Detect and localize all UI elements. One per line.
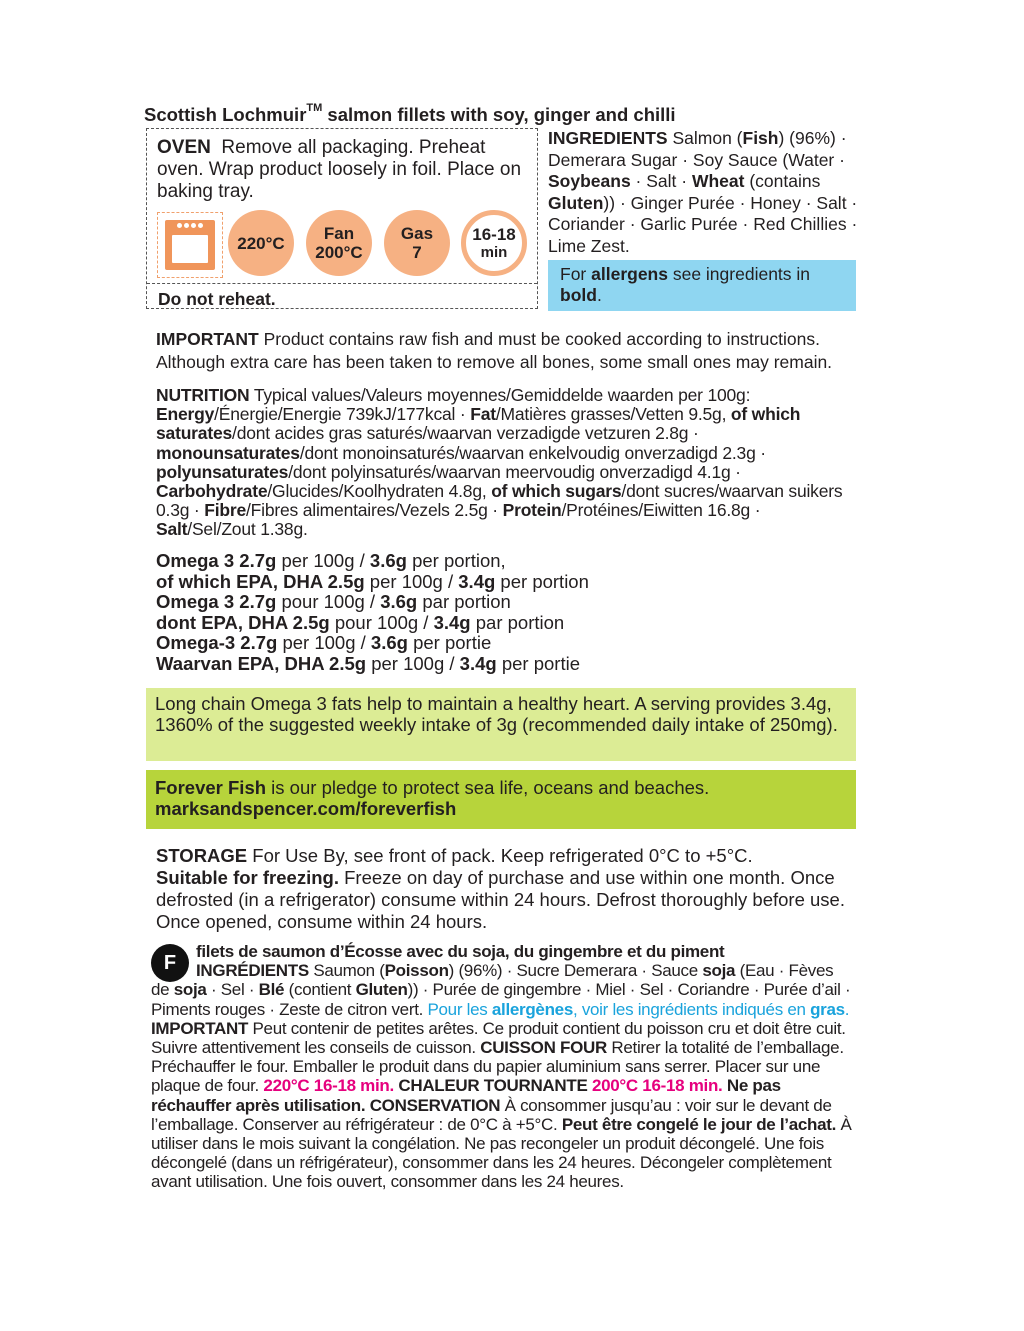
omega-line: Waarvan EPA, DHA 2.5g per 100g / 3.4g per portie [156,652,580,674]
product-title: Scottish Lochmuir™ salmon fillets with soy, ginger and chilli [144,102,676,125]
ingredients-text: INGREDIENTS Salmon (Fish) (96%) · Demerara Sugar · Soy Sauce (Water · Soybeans · Salt · Wheat (contains Gluten)) · Ginger Purée · Honey · Salt · Coriander · Garlic Purée · Red Chillies · Lime Zest. [548,128,858,256]
important-note: IMPORTANT Product contains raw fish and must be cooked according to instructions. Although extra care has been taken to remove all bones, some small ones may remain. [156,329,833,372]
oven-instructions-text: OVEN Remove all packaging. Preheat oven. Wrap product loosely in foil. Place on baking tray. [157,137,522,202]
omega-line: Omega-3 2.7g per 100g / 3.6g per portie [156,632,492,654]
omega-line: dont EPA, DHA 2.5g pour 100g / 3.4g par portion [156,611,565,633]
french-language-badge: F [151,944,189,982]
oven-icon-knob [184,223,189,228]
omega-line: Omega 3 2.7g pour 100g / 3.6g par portion [156,591,511,613]
french-text: filets de saumon d’Écosse avec du soja, du gingembre et du piment INGRÉDIENTS Saumon (Poisson) (96%) · Sucre Demerara · Sauce soja (Eau · Fèves de soja · Sel · Blé (contient Gluten)) · Purée de gingembre · Miel · Sel · Coriandre · Purée d’ail · Piments rouges · Zeste de citron vert. Pour les allergènes, voir les ingrédients indiqués en gras. IMPORTANT Peut contenir de petites arêtes. Ce produit contient du poisson cru et doit être cuit. Suivre attentivement les conseils de cuisson. CUISSON FOUR Retirer la totalité de l’emballage. Préchauffer le four. Emballer le produit dans du papier aluminium sans serrer. Placer sur une plaque de four. 220°C 16-18 min. CHALEUR TOURNANTE 200°C 16-18 min. Ne pas réchauffer après utilisation. CONSERVATION À consommer jusqu’au : voir sur le devant de l’emballage. Conserver au réfrigérateur : de 0°C à +5°C. Peut être congelé le jour de l’achat. À utiliser dans le mois suivant la congélation. Ne pas recongeler un produit décongelé. Une fois décongelé (dans un réfrigérateur), consommer dans les 24 heures. Décongeler complètement avant utilisation. Une fois ouvert, consommer dans les 24 heures. [151,942,852,1192]
forever-fish-link: marksandspencer.com/foreverfish [155,798,457,819]
temp-gas-badge: Gas 7 [384,210,450,276]
no-reheat-note: Do not reheat. [158,289,276,309]
oven-divider [147,283,537,284]
omega-line: of which EPA, DHA 2.5g per 100g / 3.4g per portion [156,570,589,592]
forever-fish-box: Forever Fish is our pledge to protect sea life, oceans and beaches. marksandspencer.com/foreverfish [146,770,856,829]
nutrition-text: NUTRITION Typical values/Valeurs moyennes/Gemiddelde waarden per 100g: Energy/Énergie/Energie 739kJ/177kcal · Fat/Matières grasses/Vetten 9.5g, of which saturates/dont acides gras saturés/waarvan verzadigde vetzuren 2.8g · monounsaturates/dont monoinsaturés/waarvan enkelvoudig onverzadigd 2.3g · polyunsaturates/dont polyinsaturés/waarvan meervoudig onverzadigd 4.1g · Carbohydrate/Glucides/Koolhydraten 4.8g, of which sugars/dont sucres/waarvan suikers 0.3g · Fibre/Fibres alimentaires/Vezels 2.5g · Protein/Protéines/Eiwitten 16.8g · Salt/Sel/Zout 1.38g. [156,385,843,540]
oven-icon-knob [191,223,196,228]
temp-electric-badge: 220°C [228,210,294,276]
omega3-values [156,551,856,675]
health-claim-box: Long chain Omega 3 fats help to maintain a healthy heart. A serving provides 3.4g, 1360% of the suggested weekly intake of 3g (recommended daily intake of 250mg). [146,688,856,761]
omega-line: Omega 3 2.7g per 100g / 3.6g per portion, [156,550,506,571]
cook-time-badge: 16-18 min [461,210,527,276]
allergen-note: For allergens see ingredients in bold. [548,260,856,311]
oven-icon-knob [198,223,203,228]
oven-icon-window [172,235,208,263]
oven-icon-knob [177,223,182,228]
temp-fan-badge: Fan 200°C [306,210,372,276]
storage-text: STORAGE For Use By, see front of pack. Keep refrigerated 0°C to +5°C. Suitable for freezing. Freeze on day of purchase and use within one month. Once defrosted (in a refrigerator) consume within 24 hours. Defrost thoroughly before use. Once opened, consume within 24 hours. [156,845,845,932]
